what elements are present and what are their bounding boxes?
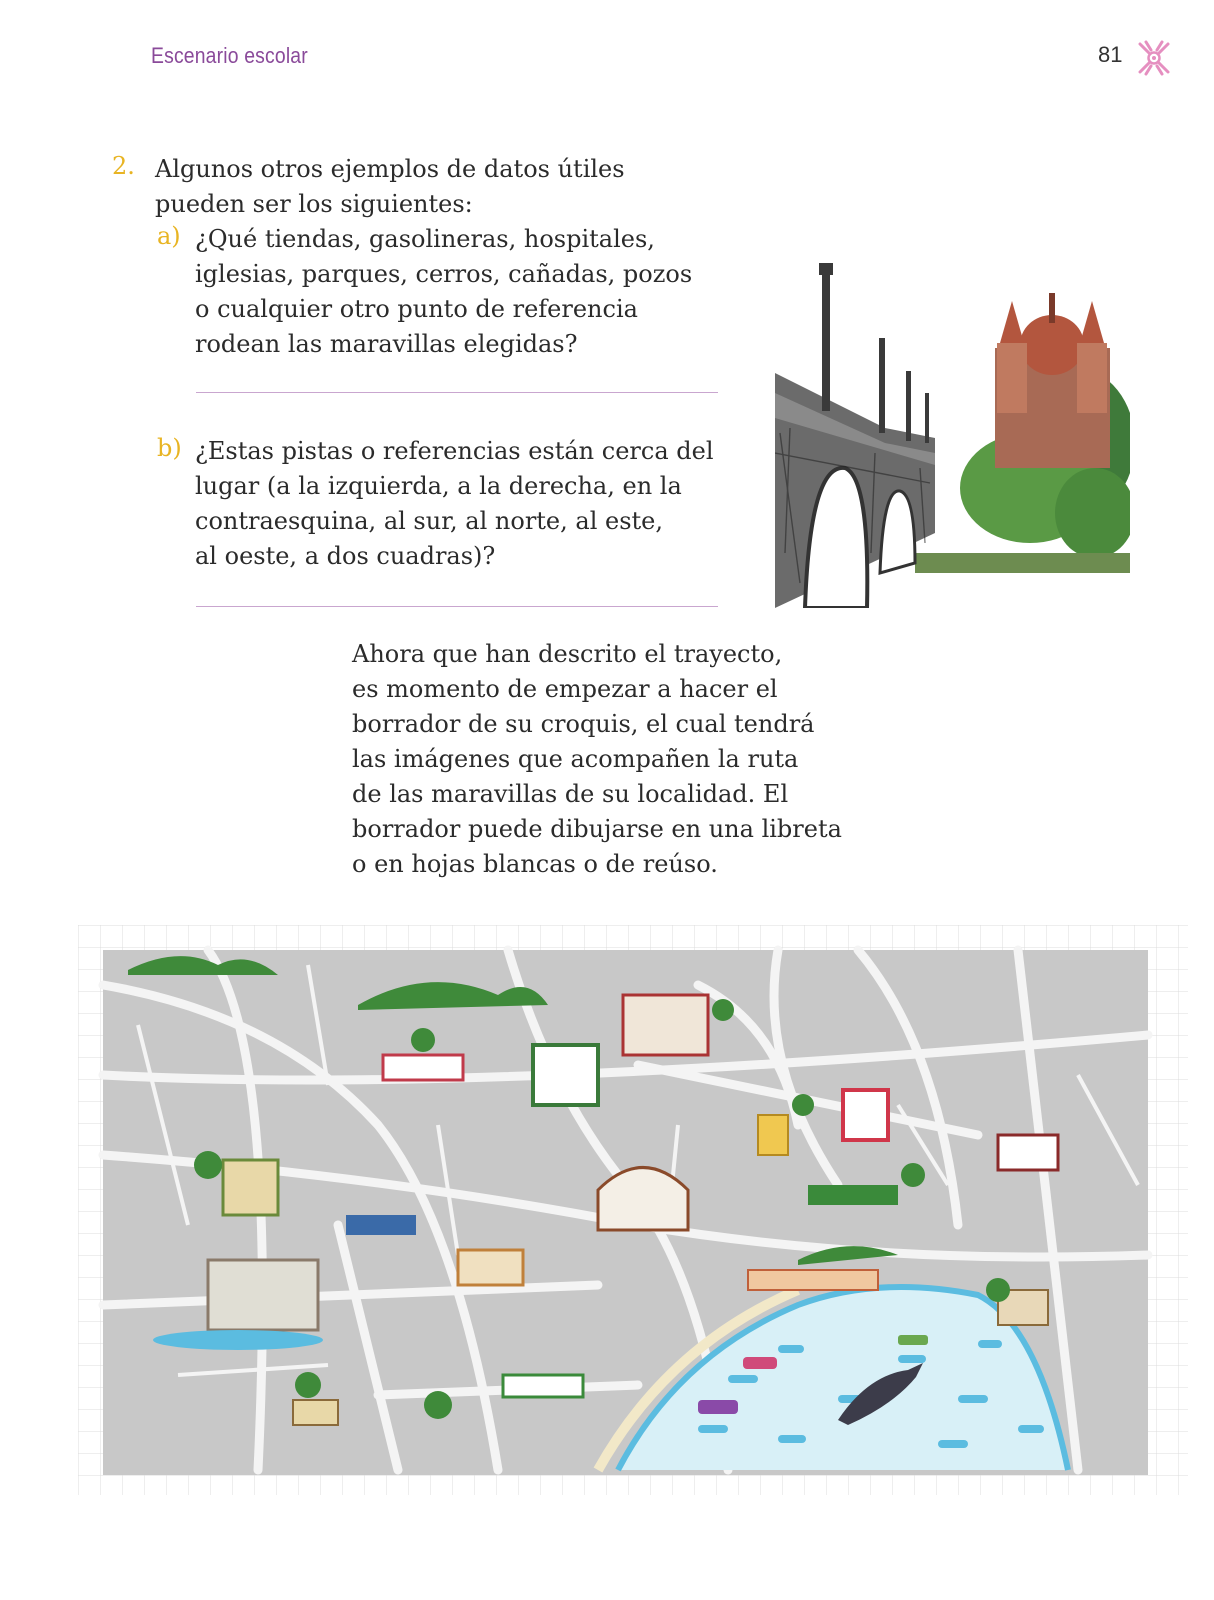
section-label: Escenario escolar [151,43,308,68]
subquestion-letter-a: a) [157,222,181,250]
text-line: rodean las maravillas elegidas? [195,330,578,358]
text-line: de las maravillas de su localidad. El [352,780,789,808]
subquestion-letter-b: b) [157,434,182,462]
instruction-paragraph [352,637,872,882]
text-line: ¿Estas pistas o referencias están cerca del [195,437,714,465]
text-line: lugar (a la izquierda, a la derecha, en la [195,472,682,500]
question-number: 2. [112,152,135,180]
text-line: o en hojas blancas o de reúso. [352,850,718,878]
text-line: borrador puede dibujarse en una libreta [352,815,842,843]
star-burst-icon [1134,38,1174,78]
subquestion-a-text [195,222,755,362]
text-line: o cualquier otro punto de referencia [195,295,638,323]
text-line: pueden ser los siguientes: [155,190,473,218]
text-line: ¿Qué tiendas, gasolineras, hospitales, [195,225,655,253]
text-line: es momento de empezar a hacer el [352,675,778,703]
text-line: borrador de su croquis, el cual tendrá [352,710,815,738]
subquestion-b-text [195,434,755,574]
church-bridge-illustration [775,253,1130,608]
text-line: al oeste, a dos cuadras)? [195,542,496,570]
answer-line-a[interactable] [196,392,718,393]
town-map-illustration [78,925,1188,1495]
text-line: contraesquina, al sur, al norte, al este, [195,507,663,535]
text-line: Algunos otros ejemplos de datos útiles [155,155,625,183]
text-line: Ahora que han descrito el trayecto, [352,640,783,668]
text-line: iglesias, parques, cerros, cañadas, pozos [195,260,693,288]
answer-line-b[interactable] [196,606,718,607]
text-line: las imágenes que acompañen la ruta [352,745,799,773]
question-intro [155,152,715,222]
page-number: 81 [1098,42,1123,67]
